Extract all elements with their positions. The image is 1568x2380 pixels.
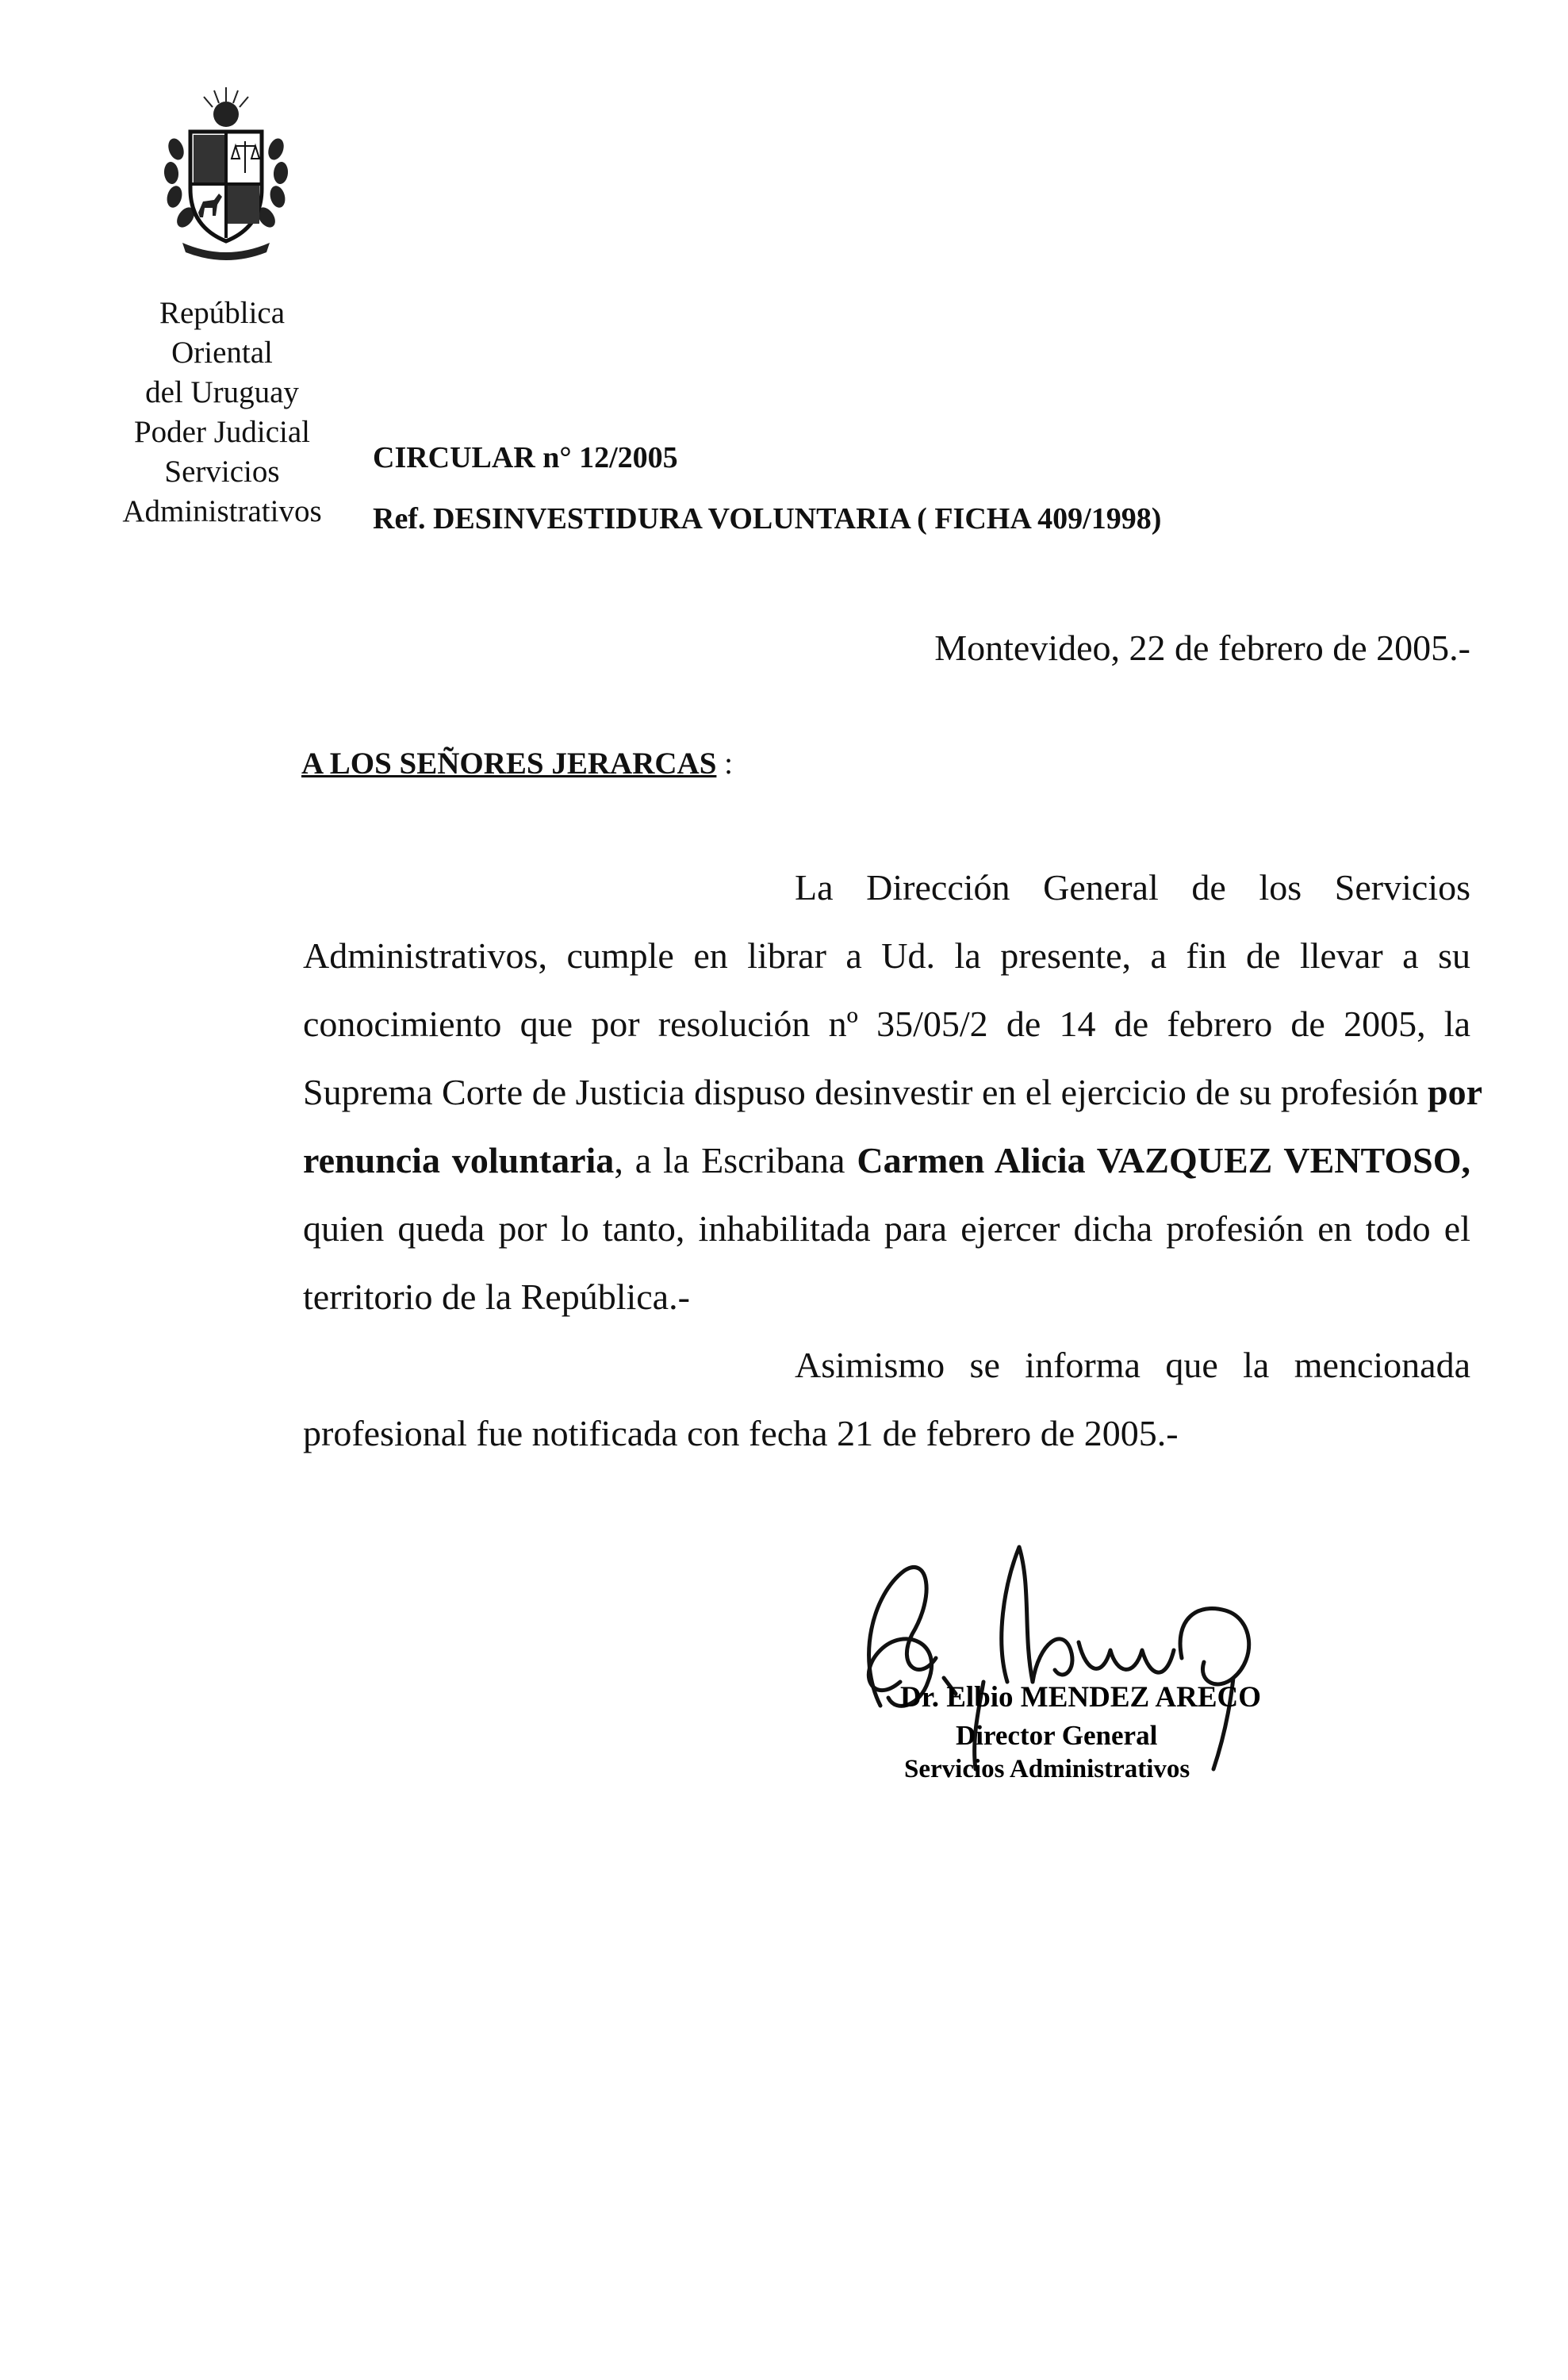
signatory-name: Dr. Elbio MENDEZ ARECO — [900, 1681, 1262, 1714]
handwritten-signature-icon — [825, 1523, 1317, 1793]
institution-block — [103, 294, 341, 532]
institution-line: Poder Judicial — [133, 415, 311, 449]
body-paragraph-1 — [303, 854, 1482, 1331]
addressee-label: A LOS SEÑORES JERARCAS — [301, 747, 717, 781]
body-line: profesional fue notificada con fecha 21 de febrero de 2005.- — [303, 1413, 1179, 1453]
reference-line: Ref. DESINVESTIDURA VOLUNTARIA ( FICHA 409/1998) — [373, 502, 1162, 536]
body-line — [303, 1127, 1470, 1195]
signature-block — [825, 1523, 1317, 1793]
body-line — [303, 1058, 1482, 1127]
document-date: Montevideo, 22 de febrero de 2005.- — [934, 628, 1470, 668]
body-bold-text: por — [1427, 1072, 1482, 1112]
addressee-heading — [301, 746, 733, 781]
escribana-name: Carmen Alicia VAZQUEZ VENTOSO, — [857, 1140, 1470, 1180]
body-text: , a la Escribana — [614, 1140, 845, 1180]
institution-line: República — [159, 296, 286, 330]
circular-number: CIRCULAR n° 12/2005 — [373, 441, 678, 474]
institution-line: del Uruguay — [145, 375, 299, 409]
body-line: Asimismo se informa que la mencionada — [795, 1345, 1470, 1385]
signatory-office: Servicios Administrativos — [904, 1755, 1190, 1783]
body-bold-text: renuncia voluntaria — [303, 1140, 615, 1180]
coat-of-arms-emblem-icon — [159, 86, 293, 260]
body-line: quien queda por lo tanto, inhabilitada para ejercer dicha profesión en todo el — [303, 1208, 1470, 1249]
body-line: territorio de la República.- — [303, 1276, 690, 1317]
institution-line: Oriental — [171, 336, 273, 370]
body-line: conocimiento que por resolución nº 35/05/2 de 14 de febrero de 2005, la — [303, 1004, 1470, 1044]
body-line: La Dirección General de los Servicios — [795, 867, 1470, 908]
signatory-role: Director General — [956, 1720, 1158, 1751]
addressee-colon: : — [724, 747, 733, 781]
body-paragraph-2 — [303, 1331, 1470, 1468]
institution-line: Servicios — [164, 455, 280, 489]
institution-line: Administrativos — [122, 494, 322, 528]
body-text: Suprema Corte de Justicia dispuso desinvestir en el ejercicio de su profesión — [303, 1072, 1419, 1112]
body-line: Administrativos, cumple en librar a Ud. la presente, a fin de llevar a su — [303, 935, 1470, 976]
